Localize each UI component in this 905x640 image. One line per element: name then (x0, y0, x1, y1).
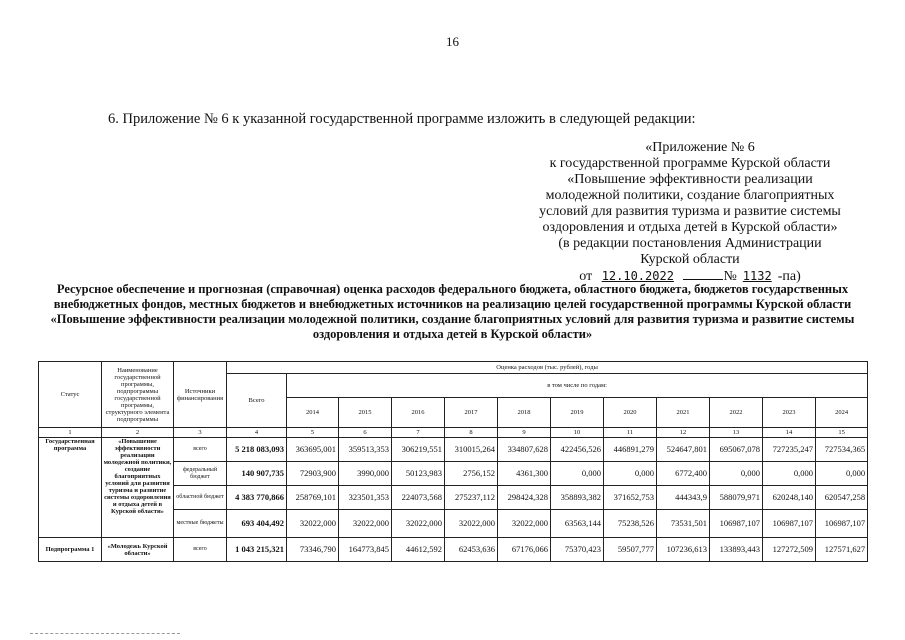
header-year: 2023 (763, 398, 816, 428)
table-cell: 3990,000 (339, 462, 392, 486)
column-number: 2 (102, 428, 174, 438)
header-year: 2018 (498, 398, 551, 428)
table-cell: 359513,353 (339, 438, 392, 462)
column-number: 8 (445, 428, 498, 438)
table-cell: 164773,845 (339, 538, 392, 562)
table-cell: 6772,400 (657, 462, 710, 486)
table-cell: 620248,140 (763, 486, 816, 510)
column-number: 13 (710, 428, 763, 438)
table-cell: 0,000 (710, 462, 763, 486)
header-year: 2014 (287, 398, 339, 428)
header-year: 2015 (339, 398, 392, 428)
page-number: 16 (446, 34, 459, 49)
subprogram-name: «Молодежь Курской области» (102, 538, 174, 562)
appendix-line: к государственной программе Курской области (549, 156, 831, 171)
table-cell: 310015,264 (445, 438, 498, 462)
appendix-reference (500, 140, 880, 285)
header-year: 2021 (657, 398, 710, 428)
table-cell: 4361,300 (498, 462, 551, 486)
row-total: 5 218 083,093 (227, 438, 287, 462)
row-source: местные бюджеты (174, 510, 227, 538)
row-source: всего (174, 538, 227, 562)
table-cell: 32022,000 (339, 510, 392, 538)
table-cell: 127571,627 (816, 538, 868, 562)
table-cell: 446891,279 (604, 438, 657, 462)
table-cell: 298424,328 (498, 486, 551, 510)
budget-table (38, 361, 868, 562)
appendix-line: условий для развития туризма и развитие системы (539, 204, 841, 219)
table-cell: 73346,790 (287, 538, 339, 562)
table-cell: 0,000 (604, 462, 657, 486)
table-cell: 73531,501 (657, 510, 710, 538)
table-cell: 72903,900 (287, 462, 339, 486)
table-cell: 32022,000 (287, 510, 339, 538)
column-number: 9 (498, 428, 551, 438)
number-suffix: -па) (777, 269, 801, 284)
table-cell: 620547,258 (816, 486, 868, 510)
header-year: 2017 (445, 398, 498, 428)
header-status: Статус (39, 362, 102, 428)
table-cell: 727534,365 (816, 438, 868, 462)
table-cell: 75238,526 (604, 510, 657, 538)
table-cell: 727235,247 (763, 438, 816, 462)
header-estimate: Оценка расходов (тыс. рублей), годы (227, 362, 868, 374)
appendix-line: (в редакции постановления Администрации (558, 236, 822, 251)
table-cell: 75370,423 (551, 538, 604, 562)
table-cell: 44612,592 (392, 538, 445, 562)
table-cell: 422456,526 (551, 438, 604, 462)
scan-artifact-line (30, 633, 180, 634)
column-number: 5 (287, 428, 339, 438)
decree-date: 12.10.2022 (601, 269, 674, 283)
decree-number: 1132 (742, 269, 772, 283)
table-cell: 32022,000 (445, 510, 498, 538)
row-source: областной бюджет (174, 486, 227, 510)
table-cell: 106987,107 (763, 510, 816, 538)
table-cell: 0,000 (763, 462, 816, 486)
subprogram-status: Подпрограмма 1 (39, 538, 102, 562)
column-number: 4 (227, 428, 287, 438)
column-number: 14 (763, 428, 816, 438)
row-total: 4 383 770,866 (227, 486, 287, 510)
table-cell: 32022,000 (392, 510, 445, 538)
column-number: 1 (39, 428, 102, 438)
row-source: всего (174, 438, 227, 462)
table-cell: 106987,107 (816, 510, 868, 538)
table-cell: 133893,443 (710, 538, 763, 562)
column-number: 3 (174, 428, 227, 438)
header-year: 2020 (604, 398, 657, 428)
header-total: Всего (227, 374, 287, 428)
header-incl-years: в том числе по годам: (287, 374, 868, 398)
program-name: «Повышение эффективности реализации молодежной политики, создание благоприятных условий для развития туризма и развитие системы оздоровления и отдыха детей в Курской области» (102, 438, 174, 538)
table-cell: 275237,112 (445, 486, 498, 510)
table-cell: 358893,382 (551, 486, 604, 510)
appendix-line: «Приложение № 6 (645, 140, 755, 155)
item-6-text: 6. Приложение № 6 к указанной государственной программе изложить в следующей редакции: (108, 111, 696, 127)
appendix-line: оздоровления и отдыха детей в Курской области» (542, 220, 838, 235)
column-number: 7 (392, 428, 445, 438)
column-number: 6 (339, 428, 392, 438)
table-cell: 106987,107 (710, 510, 763, 538)
table-cell: 50123,983 (392, 462, 445, 486)
header-name: Наименование государственной программы, подпрограммы государственной программы, структурного элемента подпрограммы (102, 362, 174, 428)
program-status: Государственная программа (39, 438, 102, 538)
appendix-line: «Повышение эффективности реализации (567, 172, 813, 187)
column-number: 15 (816, 428, 868, 438)
header-year: 2022 (710, 398, 763, 428)
column-number: 12 (657, 428, 710, 438)
header-year: 2016 (392, 398, 445, 428)
table-cell: 0,000 (551, 462, 604, 486)
table-cell: 59507,777 (604, 538, 657, 562)
appendix-line: Курской области (640, 252, 740, 267)
table-cell: 258769,101 (287, 486, 339, 510)
table-cell: 323501,353 (339, 486, 392, 510)
row-source: федеральный бюджет (174, 462, 227, 486)
table-cell: 32022,000 (498, 510, 551, 538)
column-number: 10 (551, 428, 604, 438)
table-cell: 62453,636 (445, 538, 498, 562)
date-prefix: от (579, 269, 593, 284)
table-cell: 588079,971 (710, 486, 763, 510)
table-cell: 127272,509 (763, 538, 816, 562)
table-cell: 695067,078 (710, 438, 763, 462)
table-cell: 524647,801 (657, 438, 710, 462)
table-cell: 306219,551 (392, 438, 445, 462)
row-total: 1 043 215,321 (227, 538, 287, 562)
header-year: 2019 (551, 398, 604, 428)
row-total: 693 404,492 (227, 510, 287, 538)
table-cell: 363695,001 (287, 438, 339, 462)
header-year: 2024 (816, 398, 868, 428)
header-source: Источники финансирования (174, 362, 227, 428)
table-cell: 444343,9 (657, 486, 710, 510)
appendix-line: молодежной политики, создание благоприятных (545, 188, 835, 203)
table-cell: 63563,144 (551, 510, 604, 538)
table-cell: 0,000 (816, 462, 868, 486)
table-cell: 2756,152 (445, 462, 498, 486)
table-cell: 334807,628 (498, 438, 551, 462)
column-number: 11 (604, 428, 657, 438)
number-prefix: № (723, 269, 737, 284)
table-cell: 67176,066 (498, 538, 551, 562)
table-cell: 107236,613 (657, 538, 710, 562)
table-cell: 224073,568 (392, 486, 445, 510)
table-heading: Ресурсное обеспечение и прогнозная (справочная) оценка расходов федерального бюджета, областного бюджета, бюджетов государственных внебюджетных фондов, местных бюджетов и внебюджетных источников на реализацию целей государственной программы Курской области «Повышение эффективности реализации молодежной политики, создание благоприятных условий для развития туризма и развитие системы оздоровления и отдыха детей в Курской области» (50, 282, 855, 341)
table-cell: 371652,753 (604, 486, 657, 510)
row-total: 140 907,735 (227, 462, 287, 486)
